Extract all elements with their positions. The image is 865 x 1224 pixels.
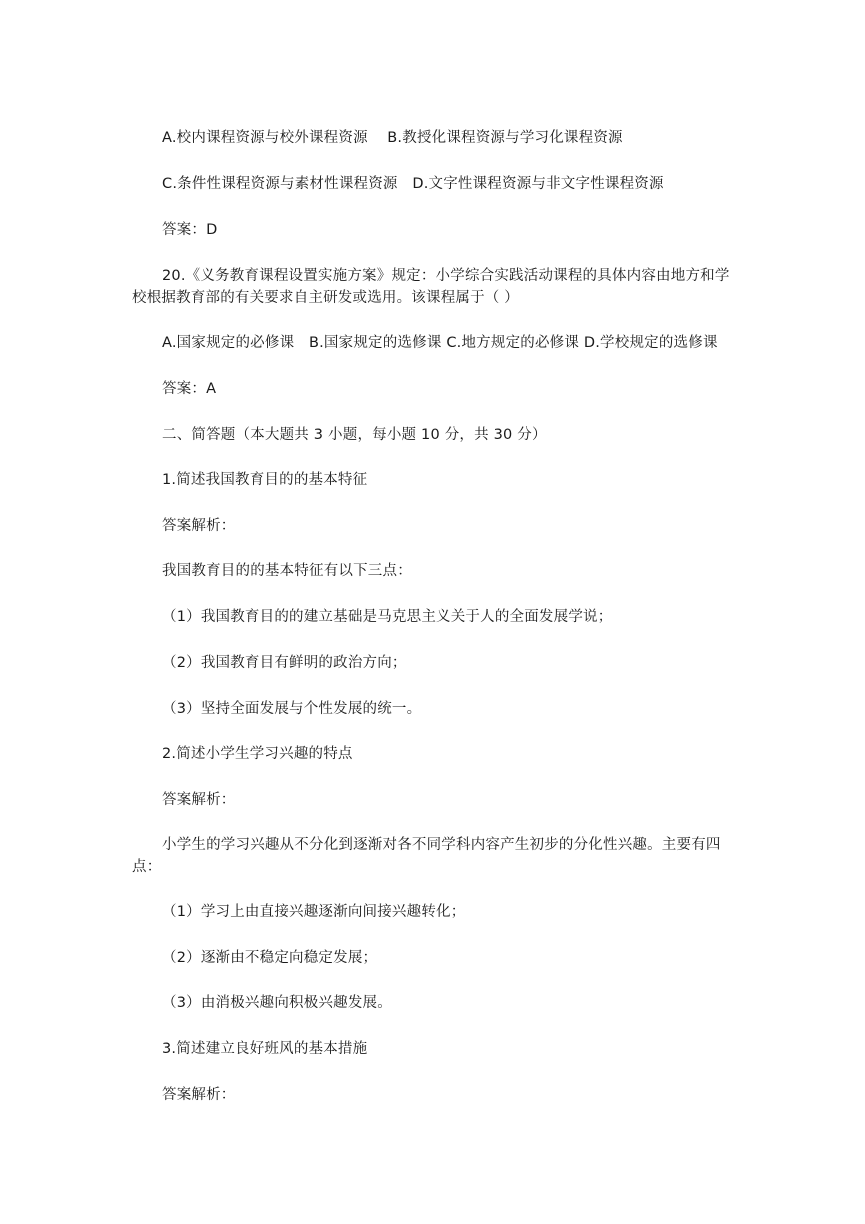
sq1-analysis-label: 答案解析： [162,518,236,534]
q19-options-line-1: A.校内课程资源与校外课程资源 B.教授化课程资源与学习化课程资源 [162,130,623,146]
sq1-title: 1.简述我国教育目的的基本特征 [162,472,368,488]
sq2-point-2: （2）逐渐由不稳定向稳定发展； [162,950,378,966]
sq1-point-3: （3）坚持全面发展与个性发展的统一。 [162,701,422,717]
sq2-analysis-label: 答案解析： [162,792,236,808]
sq2-intro: 小学生的学习兴趣从不分化到逐渐对各不同学科内容产生初步的分化性兴趣。主要有四点： [132,837,721,875]
sq3-analysis-label: 答案解析： [162,1087,236,1103]
q20-stem: 20.《义务教育课程设置实施方案》规定：小学综合实践活动课程的具体内容由地方和学校根据教育部的有关要求自主研发或选用。该课程属于（ ） [132,268,730,306]
sq2-point-3: （3）由消极兴趣向积极兴趣发展。 [162,995,392,1011]
q20-answer: 答案：A [162,381,217,397]
sq2-title: 2.简述小学生学习兴趣的特点 [162,746,353,762]
q19-options-line-2: C.条件性课程资源与素材性课程资源 D.文字性课程资源与非文字性课程资源 [162,176,664,192]
q20-options: A.国家规定的必修课 B.国家规定的选修课 C.地方规定的必修课 D.学校规定的选修课 [162,335,718,351]
sq1-point-2: （2）我国教育目有鲜明的政治方向； [162,655,407,671]
sq1-point-1: （1）我国教育目的的建立基础是马克思主义关于人的全面发展学说； [162,609,613,625]
sq3-title: 3.简述建立良好班风的基本措施 [162,1041,368,1057]
section-2-title: 二、简答题（本大题共 3 小题，每小题 10 分，共 30 分） [162,427,547,443]
sq2-point-1: （1）学习上由直接兴趣逐渐向间接兴趣转化； [162,904,466,920]
q19-answer: 答案：D [162,222,218,238]
sq1-intro: 我国教育目的的基本特征有以下三点： [162,563,412,579]
